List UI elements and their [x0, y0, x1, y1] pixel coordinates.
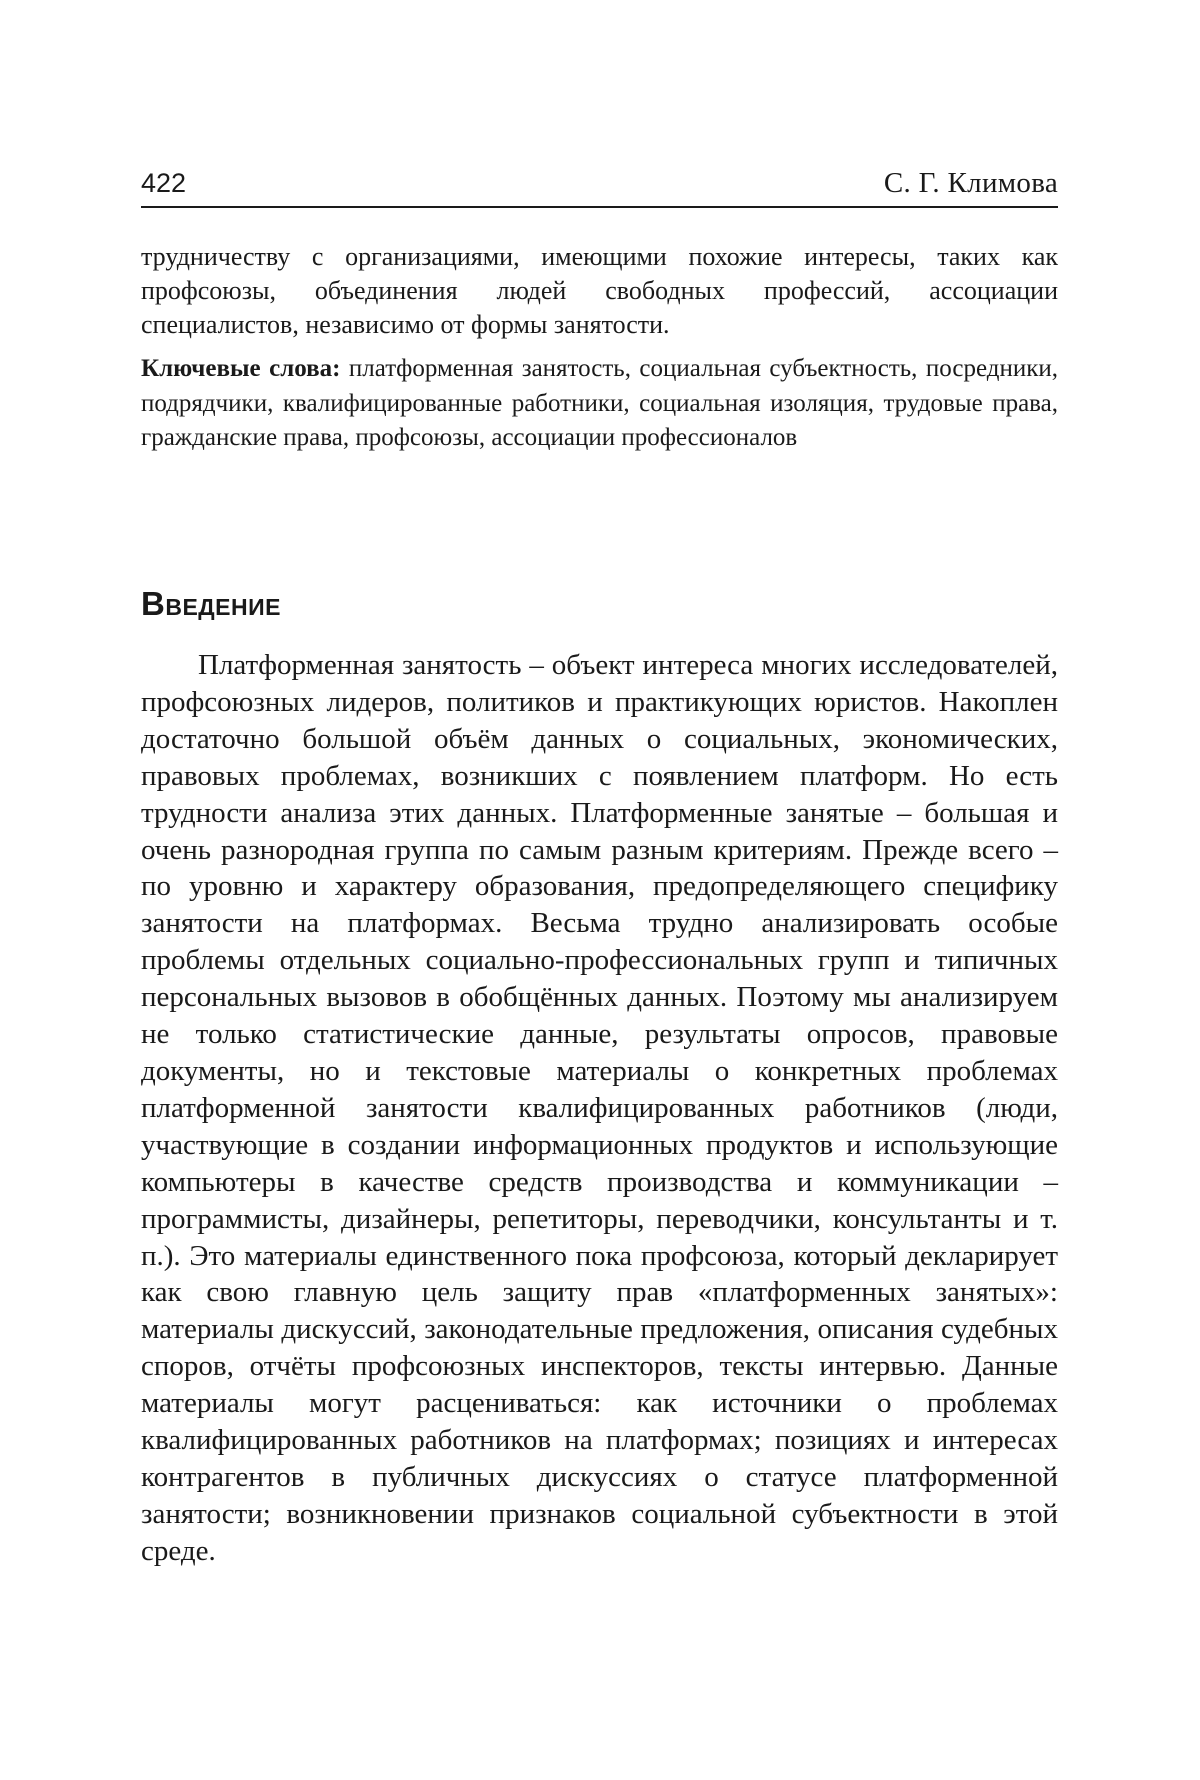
keywords-label: Ключевые слова:: [141, 355, 341, 382]
keywords-text: платформенная занятость, социальная субъектность, посредники, подрядчики, квалифицированные работники, социальная изоляция, трудовые права, гражданские права, профсоюзы, ассоциации профессионалов: [141, 355, 1058, 451]
abstract-tail-paragraph: трудничеству с организациями, имеющими похожие интересы, таких как профсоюзы, объединения людей свободных профессий, ассоциации специалистов, независимо от формы занятости.: [141, 242, 1058, 339]
section-heading: Введение: [141, 585, 281, 622]
running-header: [141, 166, 1058, 208]
introduction-paragraph: Платформенная занятость – объект интереса многих исследователей, профсоюзных лидеров, политиков и практикующих юристов. Накоплен достаточно большой объём данных о социальных, экономических, правовых проблемах, возникших с появлением платформ. Но есть трудности анализа этих данных. Платформенные занятые – большая и очень разнородная группа по самым разным критериям. Прежде всего – по уровню и характеру образования, предопределяющего специфику занятости на платформах. Весьма трудно анализировать особые проблемы отдельных социально-профессиональных групп и типичных персональных вызовов в обобщённых данных. Поэтому мы анализируем не только статистические данные, результаты опросов, правовые документы, но и текстовые материалы о конкретных проблемах платформенной занятости квалифицированных работников (люди, участвующие в создании информационных продуктов и использующие компьютеры в качестве средств производства и коммуникации – программисты, дизайнеры, репетиторы, переводчики, консультанты и т. п.). Это материалы единственного пока профсоюза, который декларирует как свою главную цель защиту прав «платформенных занятых»: материалы дискуссий, законодательные предложения, описания судебных споров, отчёты профсоюзных инспекторов, тексты интервью. Данные материалы могут расцениваться: как источники о проблемах квалифицированных работников на платформах; позициях и интересах контрагентов в публичных дискуссиях о статусе платформенной занятости; возникновении признаков социальной субъектности в этой среде.: [141, 649, 1058, 1567]
running-header-author: С. Г. Климова: [883, 167, 1058, 199]
keywords-paragraph: [141, 352, 1058, 456]
page-number: 422: [141, 168, 187, 198]
